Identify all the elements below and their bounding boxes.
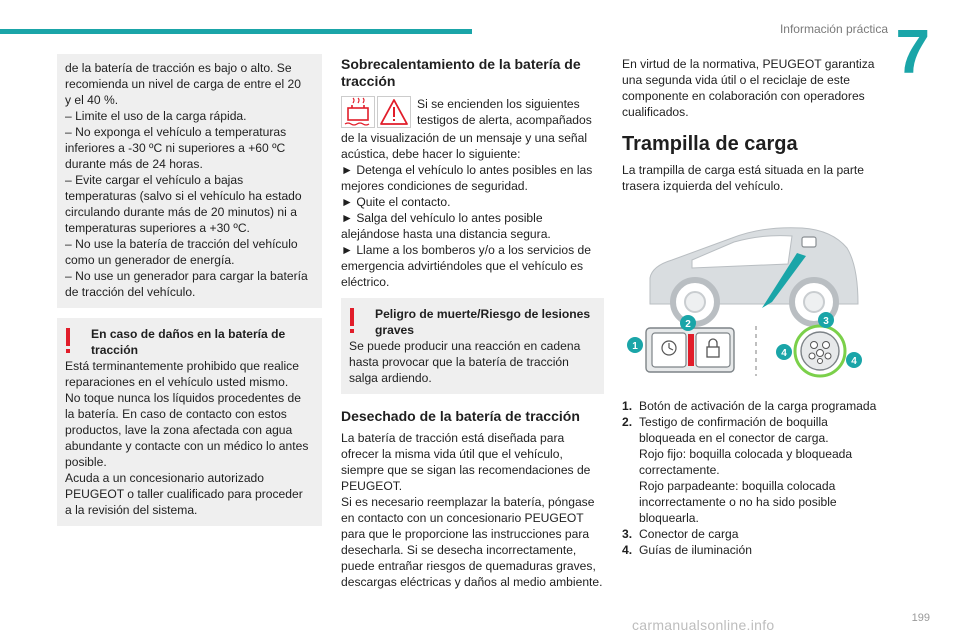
warning-body-line: Está terminantemente prohibido que realice: [65, 359, 299, 373]
legend-text: Botón de activación de la carga programada: [639, 399, 877, 413]
legend-text: Testigo de confirmación de boquilla: [639, 415, 828, 429]
body-line: – Limite el uso de la carga rápida.: [65, 109, 247, 123]
page-number: 199: [911, 612, 930, 624]
body-line: cualificados.: [622, 105, 689, 119]
body-line: puede entrañar riesgos de quemaduras graves,: [341, 559, 596, 573]
step-line: ► Salga del vehículo lo antes posible: [341, 211, 543, 225]
legend-number: 2.: [622, 415, 633, 429]
body-line: temperaturas superiores a +30 ºC.: [65, 221, 250, 235]
warning-body: [349, 338, 596, 386]
legend-item: [622, 526, 884, 542]
body-line: La trampilla de carga está situada en la parte: [622, 163, 865, 177]
intro-line: de la visualización de un mensaje y una señal: [341, 131, 588, 145]
heading-line: Sobrecalentamiento de la batería de: [341, 56, 581, 72]
heading-line: tracción: [341, 73, 396, 89]
danger-warning-box: [341, 298, 604, 394]
warning-body-line: a la revisión del sistema.: [65, 503, 198, 517]
figure-label: 4: [851, 356, 857, 367]
body-line: inferiores a -30 ºC ni superiores a +60 ºC: [65, 141, 286, 155]
legend-text: bloqueada en el conector de carga.: [639, 431, 829, 445]
intro-line: acústica, debe hacer lo siguiente:: [341, 147, 521, 161]
body-line: una segunda vida útil o el reciclaje de este: [622, 73, 850, 87]
warning-exclamation-icon: [65, 328, 71, 354]
body-line: ofrecer la misma vida útil que el vehículo,: [341, 447, 563, 461]
header-accent-bar: [0, 29, 472, 34]
step-line: alejándose hasta una distancia segura.: [341, 227, 551, 241]
step-line: ► Llame a los bomberos y/o a los servicios de: [341, 243, 591, 257]
warning-title-line: tracción: [91, 343, 139, 357]
body-line: siempre que se sigan las recomendaciones de: [341, 463, 591, 477]
instruction-step: [341, 242, 604, 290]
body-line: En virtud de la normativa, PEUGEOT garantiza: [622, 57, 875, 71]
legend-text: Rojo fijo: boquilla colocada y bloqueada: [639, 447, 853, 461]
body-line: y el 40 %.: [65, 93, 119, 107]
warning-body-line: Acuda a un concesionario autorizado: [65, 471, 265, 485]
body-line: en contacto con un concesionario PEUGEOT: [341, 511, 584, 525]
column-left: [57, 54, 322, 526]
step-line: ► Quite el contacto.: [341, 195, 451, 209]
step-line: eléctrico.: [341, 275, 390, 289]
warning-body-line: hasta provocar que la batería de tracción: [349, 355, 569, 369]
body-line: componente en colaboración con operadores: [622, 89, 865, 103]
body-line: – No use la batería de tracción del vehículo: [65, 237, 298, 251]
warning-body-line: abundante y contacte con un médico lo antes: [65, 439, 309, 453]
warning-body: [65, 358, 314, 518]
body-line: como un generador de energía.: [65, 253, 235, 267]
body-line: Si es necesario reemplazar la batería, póngase: [341, 495, 595, 509]
body-line: de tracción del vehículo.: [65, 285, 196, 299]
warning-body-line: No toque nunca los líquidos procedentes de: [65, 391, 301, 405]
section-title: Información práctica: [779, 22, 888, 36]
column-middle: [341, 56, 604, 590]
legend-list: [622, 398, 884, 558]
warning-body-line: posible.: [65, 455, 107, 469]
legend-item: [622, 398, 884, 414]
body-line: – No exponga el vehículo a temperaturas: [65, 125, 287, 139]
legend-text: Guías de iluminación: [639, 543, 752, 557]
legend-text: bloquearla.: [639, 511, 699, 525]
warning-body-line: productos, lave la zona afectada con agua: [65, 423, 293, 437]
warning-title-line: graves: [375, 323, 414, 337]
body-line: – No use un generador para cargar la batería: [65, 269, 308, 283]
instruction-step: [341, 162, 604, 194]
intro-line: Si se encienden los siguientes: [417, 97, 580, 111]
warning-title-line: Peligro de muerte/Riesgo de lesiones: [375, 307, 591, 321]
step-line: mejores condiciones de seguridad.: [341, 179, 528, 193]
damage-warning-box: [57, 318, 322, 526]
disposal-heading: Desechado de la batería de tracción: [341, 408, 580, 424]
instruction-step: [341, 194, 604, 210]
body-line: La batería de tracción está diseñada para: [341, 431, 565, 445]
warning-title: [65, 326, 314, 358]
legend-item: [622, 414, 884, 526]
body-line: trasera izquierda del vehículo.: [622, 179, 784, 193]
legend-text: Conector de carga: [639, 527, 739, 541]
warning-body-line: la batería. En caso de contacto con estos: [65, 407, 287, 421]
legend-number: 4.: [622, 543, 633, 557]
battery-tips-box: [57, 54, 322, 308]
disposal-body: [341, 430, 604, 590]
warning-body-line: Se puede producir una reacción en cadena: [349, 339, 581, 353]
chapter-number: 7: [895, 18, 930, 87]
legend-text: incorrectamente o no ha sido posible: [639, 495, 837, 509]
body-line: para que le proporcione las instrucciones para: [341, 527, 590, 541]
body-line: de la batería de tracción es bajo o alto. Se: [65, 61, 292, 75]
body-line: circulando durante más de 20 minutos) ni a: [65, 205, 297, 219]
overheating-heading: [341, 56, 604, 90]
figure-label: 4: [781, 348, 787, 359]
warning-body-line: PEUGEOT o taller cualificado para proceder: [65, 487, 303, 501]
legend-item: [622, 542, 884, 558]
recycling-text: [622, 56, 884, 120]
body-line: temperaturas (salvo si el vehículo ha estado: [65, 189, 302, 203]
legend-text: Rojo parpadeante: boquilla colocada: [639, 479, 836, 493]
step-line: emergencia advirtiéndoles que el vehículo es: [341, 259, 584, 273]
charging-flap-title: Trampilla de carga: [622, 133, 798, 155]
body-line: – Evite cargar el vehículo a bajas: [65, 173, 244, 187]
body-line: PEUGEOT.: [341, 479, 403, 493]
figure-label: 1: [632, 341, 638, 352]
warning-lamps-icon: [341, 96, 411, 128]
charging-flap-description: [622, 162, 884, 194]
body-line: desecharla. Si se desecha incorrectamente,: [341, 543, 577, 557]
warning-exclamation-icon: [349, 308, 355, 334]
body-line: durante más de 24 horas.: [65, 157, 203, 171]
legend-number: 1.: [622, 399, 633, 413]
figure-label: 3: [823, 316, 829, 327]
body-line: descargas eléctricas y daños al medio ambiente.: [341, 575, 603, 589]
legend-number: 3.: [622, 527, 633, 541]
warning-body-line: reparaciones en el vehículo usted mismo.: [65, 375, 289, 389]
figure-label: 2: [685, 319, 691, 330]
instruction-step: [341, 210, 604, 242]
intro-line: testigos de alerta, acompañados: [417, 113, 592, 127]
warning-body-line: salga ardiendo.: [349, 371, 432, 385]
column-right: [622, 56, 884, 558]
legend-text: correctamente.: [639, 463, 720, 477]
body-line: recomienda un nivel de carga de entre el 20: [65, 77, 301, 91]
charging-flap-illustration: [622, 208, 884, 388]
overheating-intro: [341, 96, 604, 290]
warning-title-line: En caso de daños en la batería de: [91, 327, 286, 341]
warning-title: [349, 306, 596, 338]
watermark: carmanualsonline.info: [632, 617, 775, 633]
step-line: ► Detenga el vehículo lo antes posibles en las: [341, 163, 593, 177]
